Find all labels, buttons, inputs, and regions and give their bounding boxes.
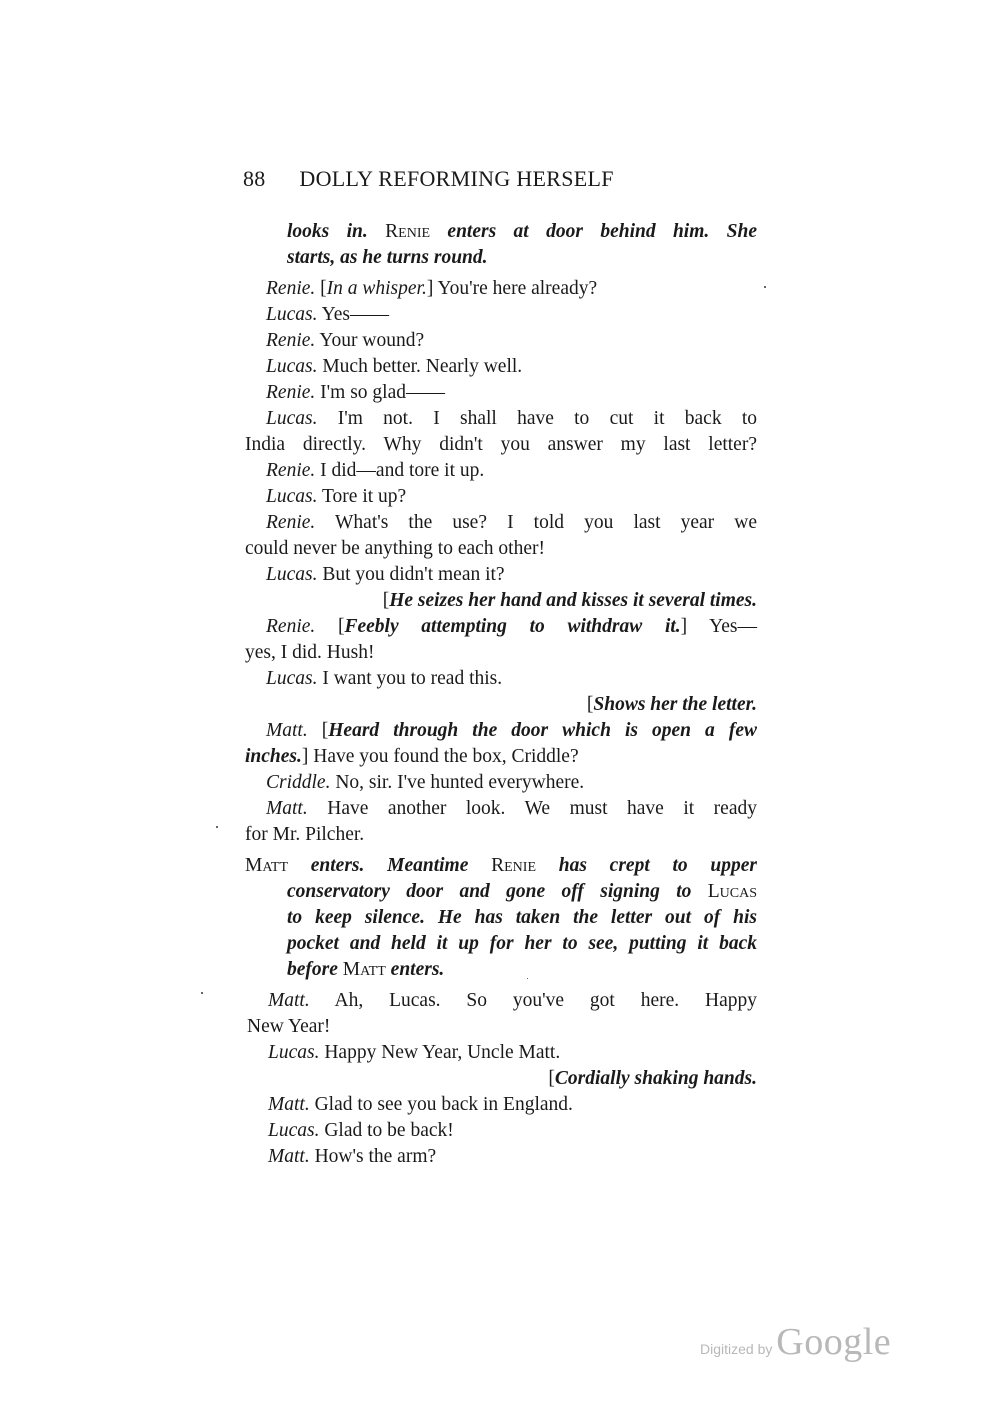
text-line xyxy=(266,666,502,692)
scan-speck xyxy=(764,286,766,288)
text-line xyxy=(266,406,757,432)
text-line xyxy=(287,879,757,905)
stage-direction: pocket and held it up for her to see, putting it back xyxy=(287,933,757,954)
dialogue-text: could never be anything to each other! xyxy=(245,538,545,559)
text-line xyxy=(266,458,484,484)
character-name: Renie xyxy=(491,855,537,876)
stage-direction: inches. xyxy=(245,746,302,767)
text-line xyxy=(245,640,374,666)
text-line xyxy=(268,1092,573,1118)
page-number: 88 xyxy=(243,166,266,191)
dialogue-text: for Mr. Pilcher. xyxy=(245,824,365,845)
dialogue-text: [ xyxy=(548,1068,555,1089)
stage-direction: enters. xyxy=(385,959,445,980)
speaker-name: Lucas. xyxy=(268,1042,320,1063)
character-name: Matt xyxy=(342,959,386,980)
watermark-small-text: Digitized by xyxy=(700,1341,777,1357)
dialogue-text: Glad to see you back in England. xyxy=(309,1094,573,1115)
stage-direction: starts, as he turns round. xyxy=(287,247,488,268)
dialogue-text: New Year! xyxy=(247,1016,331,1037)
dialogue-text: Ah, Lucas. So you've got here. Happy xyxy=(309,990,757,1011)
text-line xyxy=(287,931,757,957)
stage-direction: He seizes her hand and kisses it several times. xyxy=(389,590,757,611)
text-line xyxy=(266,354,522,380)
text-line xyxy=(266,718,757,744)
text-line xyxy=(266,328,424,354)
speaker-name: Lucas. xyxy=(266,564,318,585)
dialogue-text: [ xyxy=(307,720,329,741)
text-line xyxy=(245,744,579,770)
running-header xyxy=(243,166,614,192)
speaker-name: Matt. xyxy=(268,990,310,1011)
speaker-name: Matt. xyxy=(268,1146,310,1167)
speaker-name: Lucas. xyxy=(266,486,318,507)
dialogue-text: [ xyxy=(586,694,594,715)
text-line xyxy=(247,1014,330,1040)
dialogue-text: yes, I did. Hush! xyxy=(245,642,375,663)
text-line xyxy=(287,219,757,245)
character-name: Renie xyxy=(385,221,431,242)
scan-speck xyxy=(216,826,218,828)
stage-direction: Cordially shaking hands. xyxy=(554,1068,757,1089)
text-line xyxy=(245,853,757,879)
speaker-name: Renie. xyxy=(266,278,316,299)
speaker-name: Lucas. xyxy=(266,408,318,429)
dialogue-text: How's the arm? xyxy=(309,1146,437,1167)
speaker-name: Renie. xyxy=(266,616,316,637)
running-title: DOLLY REFORMING HERSELF xyxy=(299,166,614,191)
stage-direction: has crept to upper xyxy=(536,855,757,876)
stage-direction: before xyxy=(287,959,343,980)
text-line xyxy=(268,988,757,1014)
text-line xyxy=(266,276,597,302)
text-line xyxy=(268,1144,436,1170)
speaker-name: Criddle. xyxy=(266,772,331,793)
speaker-name: Lucas. xyxy=(266,668,318,689)
text-line xyxy=(266,380,445,406)
dialogue-text: Much better. Nearly well. xyxy=(317,356,523,377)
digitized-by-google-watermark xyxy=(700,1320,891,1364)
text-line xyxy=(266,614,757,640)
character-name: Matt xyxy=(245,855,289,876)
text-line xyxy=(268,1040,560,1066)
dialogue-text: [ xyxy=(315,278,327,299)
speaker-name: Matt. xyxy=(266,798,308,819)
scan-speck xyxy=(201,992,203,994)
text-line xyxy=(383,588,757,614)
dialogue-text: But you didn't mean it? xyxy=(317,564,505,585)
speaker-name: Renie. xyxy=(266,330,316,351)
dialogue-text: Yes—— xyxy=(317,304,389,325)
dialogue-text: I want you to read this. xyxy=(317,668,503,689)
character-name: Lucas xyxy=(707,881,757,902)
dialogue-text: I'm so glad—— xyxy=(315,382,445,403)
stage-direction: to keep silence. He has taken the letter out of his xyxy=(287,907,757,928)
speaker-name: Lucas. xyxy=(268,1120,320,1141)
stage-direction: Shows her the letter. xyxy=(593,694,757,715)
text-line xyxy=(287,905,757,931)
dialogue-text: ] Have you found the box, Criddle? xyxy=(301,746,579,767)
text-line xyxy=(266,770,584,796)
stage-direction: looks in. xyxy=(287,221,386,242)
text-line xyxy=(245,432,757,458)
speaker-name: Lucas. xyxy=(266,304,318,325)
dialogue-text: I'm not. I shall have to cut it back to xyxy=(317,408,757,429)
stage-direction: Feebly attempting to withdraw it. xyxy=(344,616,681,637)
dialogue-text: Happy New Year, Uncle Matt. xyxy=(319,1042,561,1063)
dialogue-text: Glad to be back! xyxy=(319,1120,454,1141)
dialogue-text: I did—and tore it up. xyxy=(315,460,485,481)
text-line xyxy=(268,1118,454,1144)
stage-direction: conservatory door and gone off signing to xyxy=(287,881,708,902)
stage-direction: enters. Meantime xyxy=(288,855,492,876)
speaker-name: Renie. xyxy=(266,460,316,481)
dialogue-text: ] Yes— xyxy=(680,616,757,637)
speaker-name: Lucas. xyxy=(266,356,318,377)
stage-direction: Heard through the door which is open a few xyxy=(328,720,758,741)
speaker-name: Renie. xyxy=(266,512,316,533)
text-line xyxy=(266,796,757,822)
dialogue-text: Have another look. We must have it ready xyxy=(307,798,757,819)
text-line xyxy=(287,957,444,983)
scan-speck xyxy=(527,978,528,979)
dialogue-text: What's the use? I told you last year we xyxy=(315,512,757,533)
dialogue-text: [ xyxy=(382,590,390,611)
dialogue-text: ] You're here already? xyxy=(426,278,598,299)
watermark-google-text: Google xyxy=(776,1321,892,1363)
text-line xyxy=(266,510,757,536)
text-line xyxy=(287,245,488,271)
stage-direction: enters at door behind him. She xyxy=(430,221,757,242)
text-line xyxy=(245,822,364,848)
speaker-name: Matt. xyxy=(266,720,308,741)
dialogue-text: Tore it up? xyxy=(317,486,407,507)
text-line xyxy=(266,302,389,328)
dialogue-text: [ xyxy=(315,616,345,637)
speaker-name: Matt. xyxy=(268,1094,310,1115)
dialogue-text: India directly. Why didn't you answer my last letter? xyxy=(245,434,757,455)
text-line xyxy=(587,692,757,718)
text-line xyxy=(266,562,505,588)
speaker-name: In a whisper. xyxy=(326,278,427,299)
dialogue-text: Your wound? xyxy=(315,330,425,351)
dialogue-text: No, sir. I've hunted everywhere. xyxy=(330,772,585,793)
text-line xyxy=(245,536,545,562)
text-line xyxy=(548,1066,757,1092)
text-line xyxy=(266,484,406,510)
speaker-name: Renie. xyxy=(266,382,316,403)
